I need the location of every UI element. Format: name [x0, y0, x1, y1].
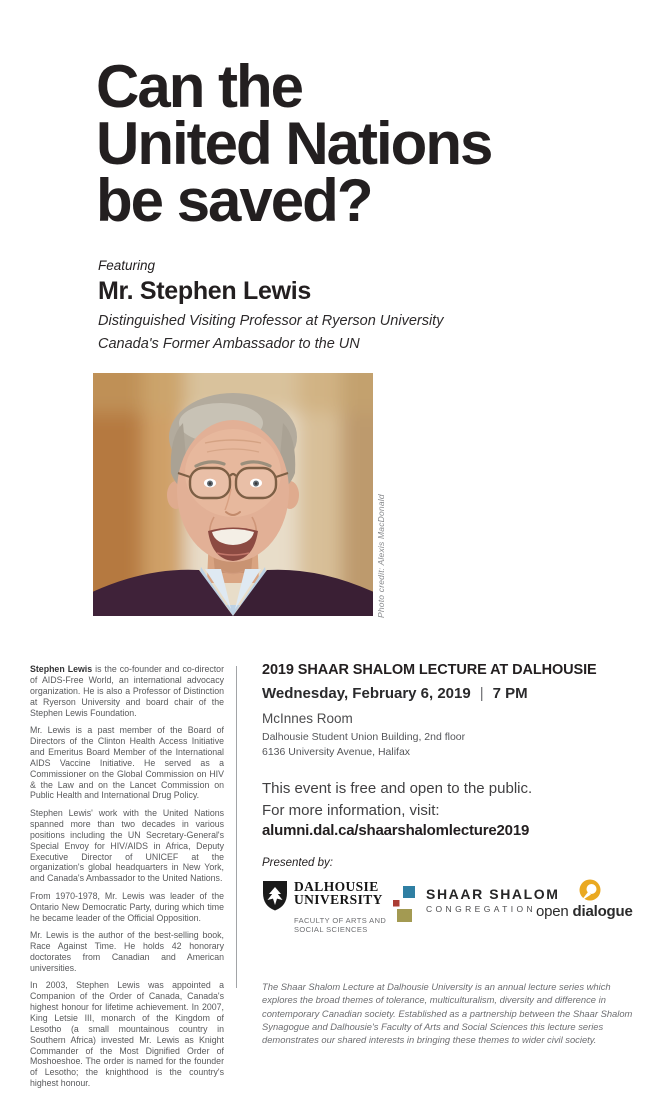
event-address: 6136 University Avenue, Halifax [262, 746, 411, 758]
date-time-separator: | [479, 685, 484, 702]
speaker-bio [30, 664, 224, 1096]
speaker-title-2: Canada's Former Ambassador to the UN [98, 336, 360, 352]
bio-paragraph-3: Stephen Lewis' work with the United Nations spanned more than two decades in various positions including the UN Secretary-General's Special Envoy for HIV/AIDS in Africa, Deputy Executive Director of UNICEF at the organization's global headquarters in New York, and Canada's Ambassador to the United Nations. [30, 807, 224, 884]
event-details [262, 662, 644, 1047]
presented-by-label: Presented by: [262, 857, 333, 869]
title-line-1: Can the [96, 53, 303, 120]
bio-paragraph-2: Mr. Lewis is a past member of the Board of Directors of the Clinton Health Access Initiative and Emeritus Board Member of the International AIDS Vaccine Initiative. He served as a Commissioner on the Global Commission on HIV & the Law and on the Lancet Commission on Public Health and International Drug Policy. [30, 725, 224, 801]
open-dialogue-bubble-icon [578, 879, 602, 902]
event-time: 7 PM [492, 685, 528, 702]
more-info-text: For more information, visit: [262, 802, 440, 819]
speaker-name: Mr. Stephen Lewis [98, 277, 312, 305]
shaar-shalom-squares-icon [393, 884, 419, 924]
dalhousie-faculty-label: FACULTY OF ARTS AND SOCIAL SCIENCES [294, 916, 387, 934]
event-datetime [262, 685, 644, 702]
bio-paragraph-1: Stephen Lewis is the co-founder and co-director of AIDS-Free World, an international advocacy organization. He is also a Professor of Distinction at Ryerson University and board chair of the Stephen Lewis Foundation. [30, 664, 225, 718]
open-dialogue-wordmark: open dialogue [536, 903, 633, 920]
free-admission-text: This event is free and open to the public. [262, 780, 533, 797]
event-venue: McInnes Room [262, 711, 353, 726]
title-line-2: United Nations [96, 110, 492, 177]
bio-paragraph-4: From 1970-1978, Mr. Lewis was leader of the Ontario New Democratic Party, during which time he became leader of the Official Opposition. [30, 890, 224, 923]
featuring-label: Featuring [98, 258, 156, 273]
event-url-link[interactable]: alumni.dal.ca/shaarshalomlecture2019 [262, 822, 530, 839]
dalhousie-logo [262, 880, 386, 934]
photo-credit: Photo credit: Alexis MacDonald [376, 494, 386, 618]
partner-logos [262, 878, 644, 942]
featuring-block [98, 258, 443, 351]
bio-bold-name: Stephen Lewis [30, 664, 93, 674]
shaar-shalom-logo [393, 884, 560, 924]
bio-paragraph-6: In 2003, Stephen Lewis was appointed a Companion of the Order of Canada, Canada's highest honour for lifetime achievement. In 2007, King Letsie III, monarch of the Kingdom of Lesotho (a small mountainous country in Southern Africa) invested Mr. Lewis as Knight Commander of the Most Dignified Order of Moshoeshoe. The order is named for the founder of Lesotho; the knighthood is the country's highest honour. [30, 980, 224, 1089]
event-heading: 2019 SHAAR SHALOM LECTURE AT DALHOUSIE [262, 662, 597, 678]
dalhousie-wordmark: DALHOUSIE UNIVERSITY [294, 879, 383, 907]
dalhousie-shield-icon [262, 880, 288, 911]
column-divider [236, 666, 237, 988]
shaar-shalom-wordmark: SHAAR SHALOM CONGREGATION [426, 886, 560, 914]
page-title [96, 53, 492, 234]
event-venue-detail: Dalhousie Student Union Building, 2nd floor [262, 731, 466, 743]
speaker-photo [93, 373, 373, 616]
bio-paragraph-5: Mr. Lewis is the author of the best-selling book, Race Against Time. He holds 42 honorary doctorates from Canadian and American universities. [30, 929, 224, 973]
event-date: Wednesday, February 6, 2019 [262, 685, 471, 702]
speaker-title-1: Distinguished Visiting Professor at Ryerson University [98, 313, 444, 329]
title-line-3: be saved? [96, 167, 372, 234]
lecture-series-description: The Shaar Shalom Lecture at Dalhousie University is an annual lecture series which explores the broad themes of tolerance, multiculturalism, diversity and difference in contemporary Canadian society. Established as a partnership between the Shaar Shalom Synagogue and Dalhousie's Faculty of Arts and Social Sciences this lecture series demonstrates our shared interests in bringing these themes to wider civil society. [262, 981, 633, 1046]
